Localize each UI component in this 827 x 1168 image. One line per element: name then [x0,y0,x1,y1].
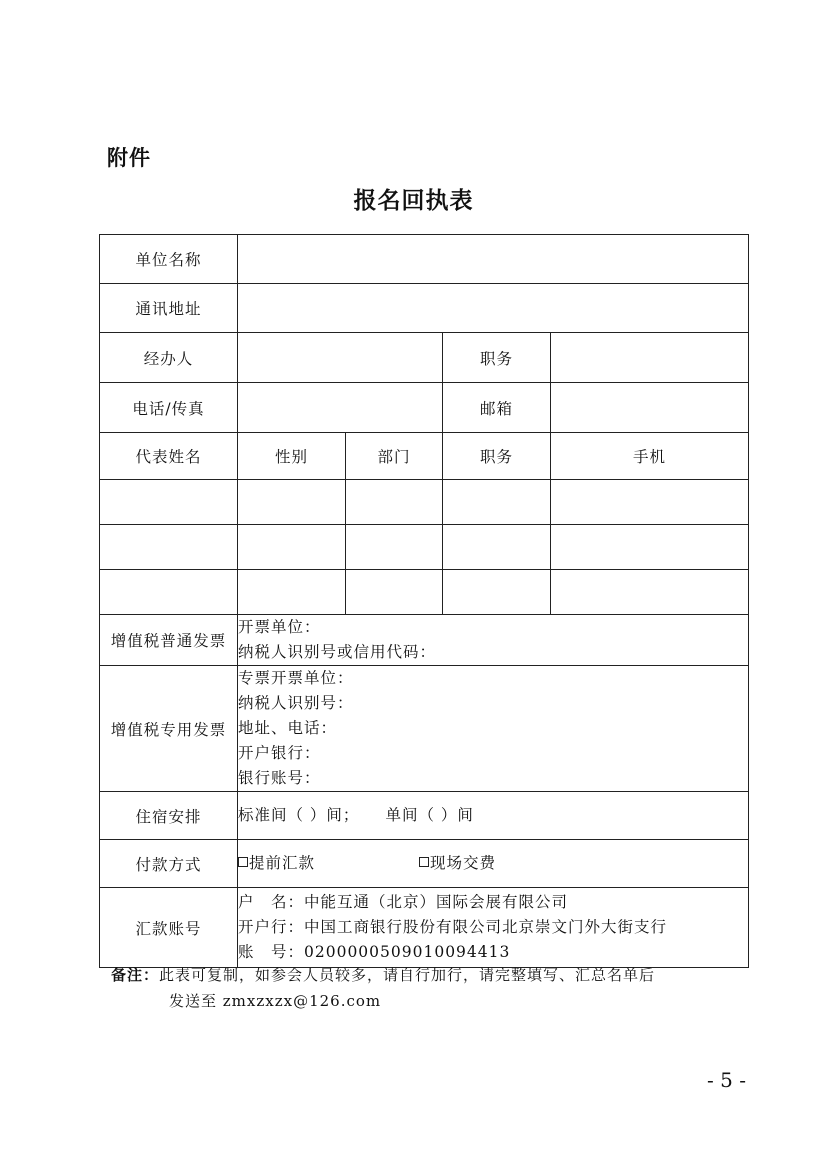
representative-row [100,480,749,525]
phone-fax-field[interactable] [238,383,443,433]
remarks-label: 备注： [111,966,160,984]
handler-label: 经办人 [100,333,238,383]
row-lodging [100,792,749,840]
invoice-special-tax-id: 纳税人识别号： [238,694,354,712]
address-field[interactable] [238,284,749,333]
row-unit-name [100,235,749,284]
email-label: 邮箱 [443,383,551,433]
remarks-text: 此表可复制，如参会人员较多，请自行加行，请完整填写、汇总名单后 [159,966,656,984]
lodging-label: 住宿安排 [100,792,238,840]
invoice-special-label: 增值税专用发票 [100,666,238,792]
rep-gender-cell[interactable] [238,525,346,570]
email-field[interactable] [551,383,749,433]
rep-name-cell[interactable] [100,525,238,570]
page-number: - 5 - [707,1068,746,1092]
payment-option-onsite[interactable]: 现场交费 [419,851,496,876]
phone-fax-label: 电话/传真 [100,383,238,433]
invoice-special-bank: 开户银行： [238,744,321,762]
invoice-normal-label: 增值税普通发票 [100,615,238,666]
attachment-label: 附件 [107,145,151,170]
col-header-name: 代表姓名 [100,433,238,480]
rep-mobile-cell[interactable] [551,480,749,525]
unit-name-label: 单位名称 [100,235,238,284]
representative-row [100,570,749,615]
account-details [238,888,749,968]
unit-name-field[interactable] [238,235,749,284]
invoice-special-issuer: 专票开票单位： [238,669,354,687]
checkbox-icon[interactable] [419,857,429,867]
payment-label: 付款方式 [100,840,238,888]
rep-position-cell[interactable] [443,570,551,615]
rep-mobile-cell[interactable] [551,525,749,570]
document-title: 报名回执表 [353,187,474,214]
address-label: 通讯地址 [100,284,238,333]
row-handler [100,333,749,383]
invoice-special-details[interactable] [238,666,749,792]
row-account [100,888,749,968]
row-payment [100,840,749,888]
payment-option-prepay[interactable]: 提前汇款 [238,851,419,876]
rep-position-cell[interactable] [443,480,551,525]
lodging-details[interactable] [238,792,749,840]
row-address [100,284,749,333]
row-invoice-special [100,666,749,792]
remarks [111,962,655,1014]
rep-gender-cell[interactable] [238,480,346,525]
account-holder: 户 名：中能互通（北京）国际会展有限公司 [238,893,569,911]
lodging-single-room: 单间（ ）间 [385,806,474,824]
row-phone [100,383,749,433]
rep-mobile-cell[interactable] [551,570,749,615]
handler-position-field[interactable] [551,333,749,383]
col-header-department: 部门 [346,433,443,480]
rep-department-cell[interactable] [346,480,443,525]
registration-form-table [99,234,749,968]
invoice-special-address-phone: 地址、电话： [238,719,338,737]
payment-options [238,840,749,888]
account-bank: 开户行：中国工商银行股份有限公司北京崇文门外大街支行 [238,918,668,936]
row-column-headers [100,433,749,480]
col-header-gender: 性别 [238,433,346,480]
account-number: 账 号：0200000509010094413 [238,943,511,961]
handler-field[interactable] [238,333,443,383]
invoice-normal-details[interactable] [238,615,749,666]
invoice-special-account: 银行账号： [238,769,321,787]
lodging-standard-room: 标准间（ ）间； [238,806,360,824]
col-header-position: 职务 [443,433,551,480]
rep-name-cell[interactable] [100,480,238,525]
invoice-normal-tax-id: 纳税人识别号或信用代码： [238,643,437,661]
rep-department-cell[interactable] [346,570,443,615]
account-label: 汇款账号 [100,888,238,968]
row-invoice-normal [100,615,749,666]
rep-gender-cell[interactable] [238,570,346,615]
rep-department-cell[interactable] [346,525,443,570]
col-header-mobile: 手机 [551,433,749,480]
remarks-email-line: 发送至 zmxzxzx@126.com [169,992,382,1010]
handler-position-label: 职务 [443,333,551,383]
invoice-normal-issuer: 开票单位： [238,618,321,636]
representative-row [100,525,749,570]
rep-name-cell[interactable] [100,570,238,615]
checkbox-icon[interactable] [238,857,248,867]
rep-position-cell[interactable] [443,525,551,570]
